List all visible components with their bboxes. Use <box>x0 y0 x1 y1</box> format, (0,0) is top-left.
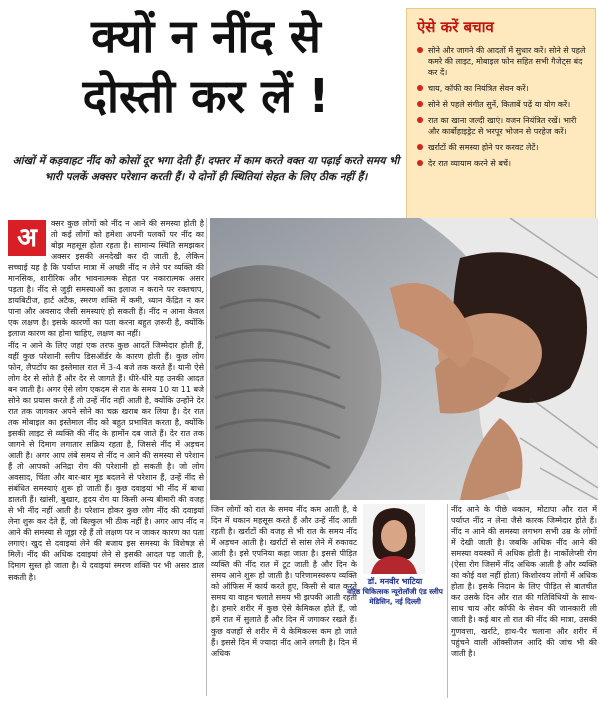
article-column-3 <box>451 504 597 698</box>
doctor-name: डॉ. मनवीर भाटिया <box>367 577 423 586</box>
tips-title: ऐसे करें बचाव <box>417 18 494 36</box>
doctor-portrait <box>363 504 425 574</box>
headline-line-1: क्यों न नींद से <box>91 9 321 63</box>
column-divider <box>206 218 207 696</box>
tip-item <box>417 142 587 153</box>
column-1-paragraph-2: नींद न आने के लिए जहां एक तरफ कुछ आदतें जिम्मेदार होती हैं, वहीं कुछ परेशानी स्लीप डिसऑर्डर के कारण होती हैं। कुछ लोग फोन, लैपटॉप का इस्तेमाल रात में 3-4 बजे तक करते हैं। यानी ऐसे लोग देर से सोते हैं और देर से जागते हैं। धीरे-धीरे यह उनकी आदत बन जाती है। अगर ऐसे लोग एकदम से रात के समय 10 या 11 बजे सोने का प्रयास करते हैं तो उन्हें नींद नहीं आती है, क्योंकि उन्होंने देर रात तक जागकर अपने सोने का चक्र खराब कर लिया है। देर रात तक मोबाइल का इस्तेमाल नींद को बहुत प्रभावित करता है, क्योंकि इसकी लाइट से व्यक्ति की नींद के हार्मोन दब जाते हैं। देर रात तक जागने से दिमाग लगातार सक्रिय रहता है, जिससे नींद में अड़चन आती है। अगर आप लंबे समय से नींद न आने की समस्या से परेशान हैं तो आपको अनिद्रा रोग की परेशानी हो सकती है। जो लोग अवसाद, चिंता और बार-बार मूड बदलने से परेशान हैं, उन्हें नींद से संबंधित समस्याएं शुरू हो जाती हैं। कुछ दवाइयां भी नींद में बाधा डालती हैं। खांसी, बुखार, हृदय रोग या किसी अन्य बीमारी की वजह से भी नींद नहीं आती है। परेशान होकर कुछ लोग नींद की दवाइयां लेना शुरू कर देते हैं, जो बिल्कुल भी ठीक नहीं है। अगर आप नींद न आने की समस्या से जूझ रहे हैं तो लक्षण पर न जाकर कारण का पता लगाएं। खुद से दवाइयां लेने की बजाय इस समस्या के विशेषज्ञ से मिलें। नींद की अधिक दवाइयां लेने से इसकी आदत पड़ जाती है, दिमाग सुस्त हो जाता है। ये दवाइयां स्मरण शक्ति पर भी असर डाल सकती है। <box>8 340 204 582</box>
tip-text: चाय, कॉफी का नियंत्रित सेवन करें। <box>428 84 529 93</box>
doctor-caption <box>345 576 445 607</box>
tip-item <box>417 45 587 78</box>
tip-item <box>417 83 587 94</box>
bullet-icon <box>417 117 423 123</box>
sleeping-woman-photo <box>210 218 598 500</box>
column-divider <box>447 504 448 698</box>
drop-cap: अ <box>8 220 46 256</box>
doctor-photo <box>363 504 425 574</box>
tip-text: देर रात व्यायाम करने से बचें। <box>428 159 512 168</box>
headline <box>6 6 406 126</box>
bullet-icon <box>417 85 423 91</box>
headline-line-2: दोस्ती कर लें ! <box>82 69 330 123</box>
tip-item <box>417 158 587 169</box>
prevention-tips-box <box>406 8 596 236</box>
column-2-text: जिन लोगों को रात के समय नींद कम आती है, वे दिन में थकान महसूस करते हैं और उन्हें नींद आती रहती है। खर्राटों की वजह से भी रात के समय नींद में अड़चन आती है। खर्राटों से सांस लेने में रुकावट आती है। इसे एपनिया कहा जाता है। इससे पीड़ित व्यक्ति की नींद रात में टूट जाती है और दिन के समय आने शुरू हो जाती है। परिणामस्वरूप व्यक्ति को ऑफिस में कार्य करते हुए, किसी से बात करते समय या वाहन चलाते समय भी झपकी आती रहती है। हमारे शरीर में कुछ ऐसे केमिकल होते हैं, जो हमें रात में सुलाते हैं और दिन में जगाकर रखते हैं। कुछ वजहों से शरीर में ये केमिकल्स कम हो जाते हैं। इससे दिन में ज्यादा नींद आने लगती है। दिन में अधिक <box>211 505 357 658</box>
bullet-icon <box>417 101 423 107</box>
bullet-icon <box>417 47 423 53</box>
bullet-icon <box>417 144 423 150</box>
tip-text: सोने से पहले संगीत सुनें, किताबें पढ़ें या योग करें। <box>428 100 571 109</box>
intro-text: आंखों में कड़वाहट नींद को कोसों दूर भगा देती हैं। दफ्तर में काम करते वक्त या पढ़ाई करते समय भी भारी पलकें अक्सर परेशान करती हैं। ये दोनों ही स्थितियां सेहत के लिए ठीक नहीं हैं। <box>12 155 400 183</box>
column-3-text: नींद आने के पीछे थकान, मोटापा और रात में पर्याप्त नींद न लेना जैसे कारक जिम्मेदार होते हैं। नींद न आने की समस्या लगभग सभी उम्र के लोगों में देखी जाती है। जबकि अधिक नींद आने की समस्या वयस्कों में अधिक होती है। नार्कोलेप्सी रोग (ऐसा रोग जिसमें नींद अधिक आती है और व्यक्ति का कोई वश नहीं होता) किशोरवय लोगों में अधिक होता है। इसके निदान के लिए पीड़ित से बातचीत कर उसके दिन और रात की गतिविधियों के साथ-साथ चाय और कॉफी के सेवन की जानकारी ली जाती है। कई बार तो रात की नींद की मात्रा, उसकी गुणवत्ता, खर्राटे, हाथ-पैर चलाना और शरीर में पहुंचने वाली ऑक्सीजन आदि की जांच भी की जाती है। <box>451 505 597 658</box>
article-column-2 <box>211 504 357 698</box>
tip-text: सोने और जागने की आदतों में सुधार करें। सोने से पहले कमरे की लाइट, मोबाइल फोन सहित सभी गैजेट्स बंद कर दें। <box>428 46 586 77</box>
article-column-1 <box>8 218 204 698</box>
photo-illustration <box>210 218 598 500</box>
doctor-title: वरिष्ठ चिकित्सक न्यूरोलॉजी एंड स्लीप मेडिसिन, नई दिल्ली <box>347 587 443 606</box>
tips-list <box>417 45 587 169</box>
tip-item <box>417 115 587 137</box>
tip-text: रात का खाना जल्दी खाएं। वजन नियंत्रित रखें। भारी और कार्बोहाइड्रेट से भरपूर भोजन से परहेज करें। <box>428 116 577 136</box>
tip-item <box>417 99 587 110</box>
column-1-paragraph-1: क्सर कुछ लोगों को नींद न आने की समस्या होती है तो कई लोगों को हमेशा अपनी पलकों पर नींद का बोझ महसूस होता रहता है। सामान्य स्थिति समझकर अक्सर इसकी अनदेखी कर दी जाती है, लेकिन सच्चाई यह है कि पर्याप्त मात्रा में अच्छी नींद न लेने पर व्यक्ति की मानसिक, शारीरिक और भावनात्मक सेहत पर नकारात्मक असर पड़ता है। नींद से जुड़ी समस्याओं का इलाज न कराने पर रक्तचाप, डायबिटीज, हार्ट अटैक, स्मरण शक्ति में कमी, ध्यान केंद्रित न कर पाना और अवसाद जैसी समस्याएं हो सकती हैं। नींद न आना केवल एक लक्षण है। इसके कारणों का पता करना बहुत ज़रूरी है, क्योंकि इलाज कारण का होना चाहिए, लक्षण का नहीं। <box>8 219 204 339</box>
tip-text: खर्राटों की समस्या होने पर करवट लेटें। <box>428 143 539 152</box>
bullet-icon <box>417 160 423 166</box>
